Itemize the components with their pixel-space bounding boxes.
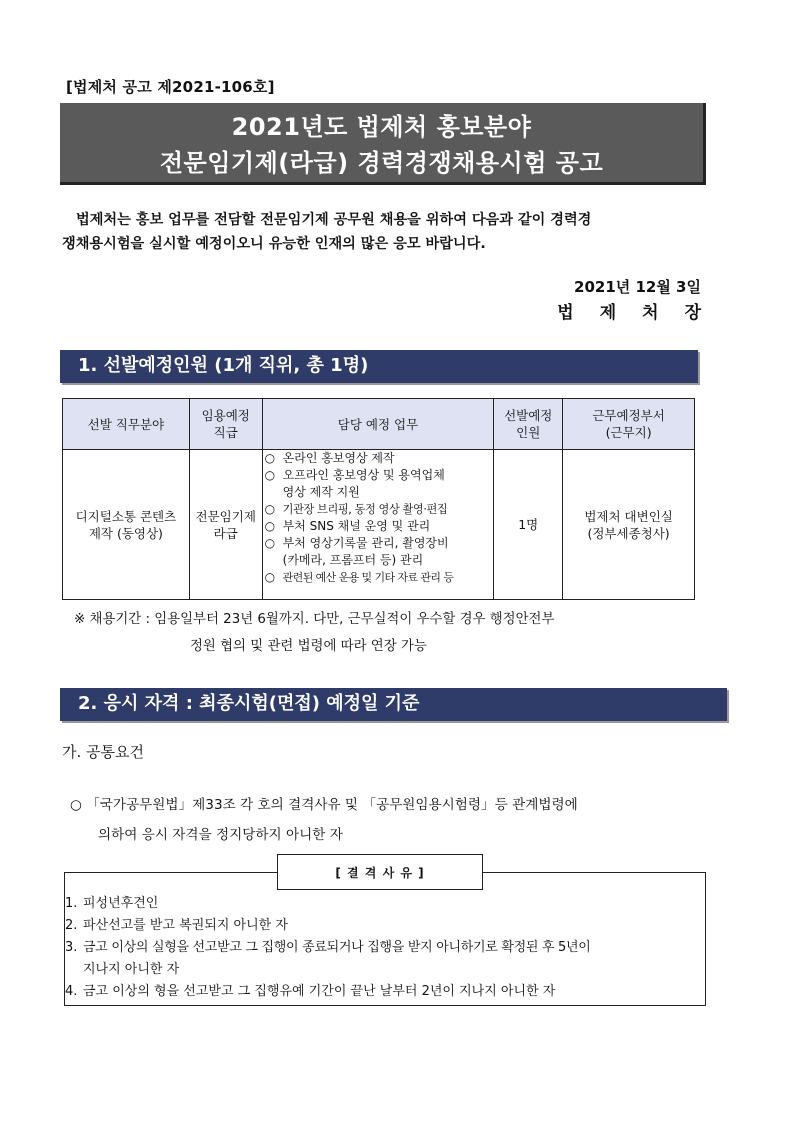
cell-dept: 법제처 대변인실 (정부세종청사) — [563, 450, 695, 600]
disqualification-title: [ 결 격 사 유 ] — [277, 854, 483, 890]
title-line-2: 전문임기제(라급) 경력경쟁채용시험 공고 — [159, 149, 604, 177]
cell-duties — [262, 450, 494, 600]
table-header-row — [63, 399, 695, 450]
note-line-1: ※ 채용기간 : 임용일부터 23년 6월까지. 다만, 근무실적이 우수할 경우 행정안전부 — [74, 612, 555, 627]
requirement-line-1: ○ 「국가공무원법」제33조 각 호의 결격사유 및 「공무원임용시험령」등 관계법령에 — [70, 797, 578, 813]
header-field: 선발 직무분야 — [63, 399, 190, 450]
disqualification-list — [65, 893, 705, 1003]
cell-count: 1명 — [494, 450, 563, 600]
requirement-line-2: 의하여 응시 자격을 정지당하지 아니한 자 — [98, 827, 343, 843]
duty-item: ○ 기관장 브리핑, 동정 영상 촬영·편집 — [264, 502, 448, 516]
announcement-date: 2021년 12월 3일 — [574, 278, 701, 296]
header-count: 선발예정 인원 — [494, 399, 563, 450]
section-1-heading: 1. 선발예정인원 (1개 직위, 총 1명) — [60, 350, 698, 383]
intro-line-2: 쟁채용시험을 실시할 예정이오니 유능한 인재의 많은 응모 바랍니다. — [62, 236, 486, 252]
signature: 법제처장 — [557, 303, 727, 323]
note-line-2: 정원 협의 및 관련 법령에 따라 연장 가능 — [190, 639, 427, 654]
header-grade: 임용예정 직급 — [189, 399, 262, 450]
duty-item: ○ 부처 SNS 채널 운영 및 관리 — [264, 519, 431, 533]
requirement-paragraph — [70, 790, 710, 850]
title-banner — [60, 103, 706, 185]
cell-grade: 전문임기제 라급 — [189, 450, 262, 600]
list-item: 4. 금고 이상의 형을 선고받고 그 집행유예 기간이 끝난 날부터 2년이 지나지 아니한 자 — [65, 984, 556, 999]
list-item: 1. 피성년후견인 — [65, 896, 159, 911]
header-duties: 담당 예정 업무 — [262, 399, 494, 450]
selection-table — [62, 398, 695, 600]
list-item: 3. 금고 이상의 실형을 선고받고 그 집행이 종료되거나 집행을 받지 아니하기로 확정된 후 5년이 지나지 아니한 자 — [65, 940, 591, 977]
title-line-1: 2021년도 법제처 홍보분야 — [231, 113, 532, 141]
intro-line-1: 법제처는 홍보 업무를 전담할 전문임기제 공무원 채용을 위하여 다음과 같이 경력경 — [76, 212, 592, 228]
common-requirements-heading: 가. 공통요건 — [62, 743, 144, 761]
list-item: 2. 파산선고를 받고 복권되지 아니한 자 — [65, 918, 288, 933]
notice-number: [법제처 공고 제2021-106호] — [66, 78, 275, 96]
duty-item: ○ 관련된 예산 운용 및 기타 자료 관리 등 — [264, 570, 454, 584]
intro-paragraph — [62, 208, 702, 256]
section-2-heading: 2. 응시 자격 : 최종시험(면접) 예정일 기준 — [60, 688, 727, 721]
header-dept: 근무예정부서 (근무지) — [563, 399, 695, 450]
employment-period-note — [74, 606, 714, 660]
duty-item: ○ 부처 영상기록물 관리, 촬영장비 (카메라, 프롬프터 등) 관리 — [264, 536, 449, 567]
duty-item: ○ 오프라인 홍보영상 및 용역업체 영상 제작 지원 — [264, 468, 445, 499]
cell-field: 디지털소통 콘텐츠 제작 (동영상) — [63, 450, 190, 600]
duty-item: ○ 온라인 홍보영상 제작 — [264, 451, 395, 465]
table-row — [63, 450, 695, 600]
